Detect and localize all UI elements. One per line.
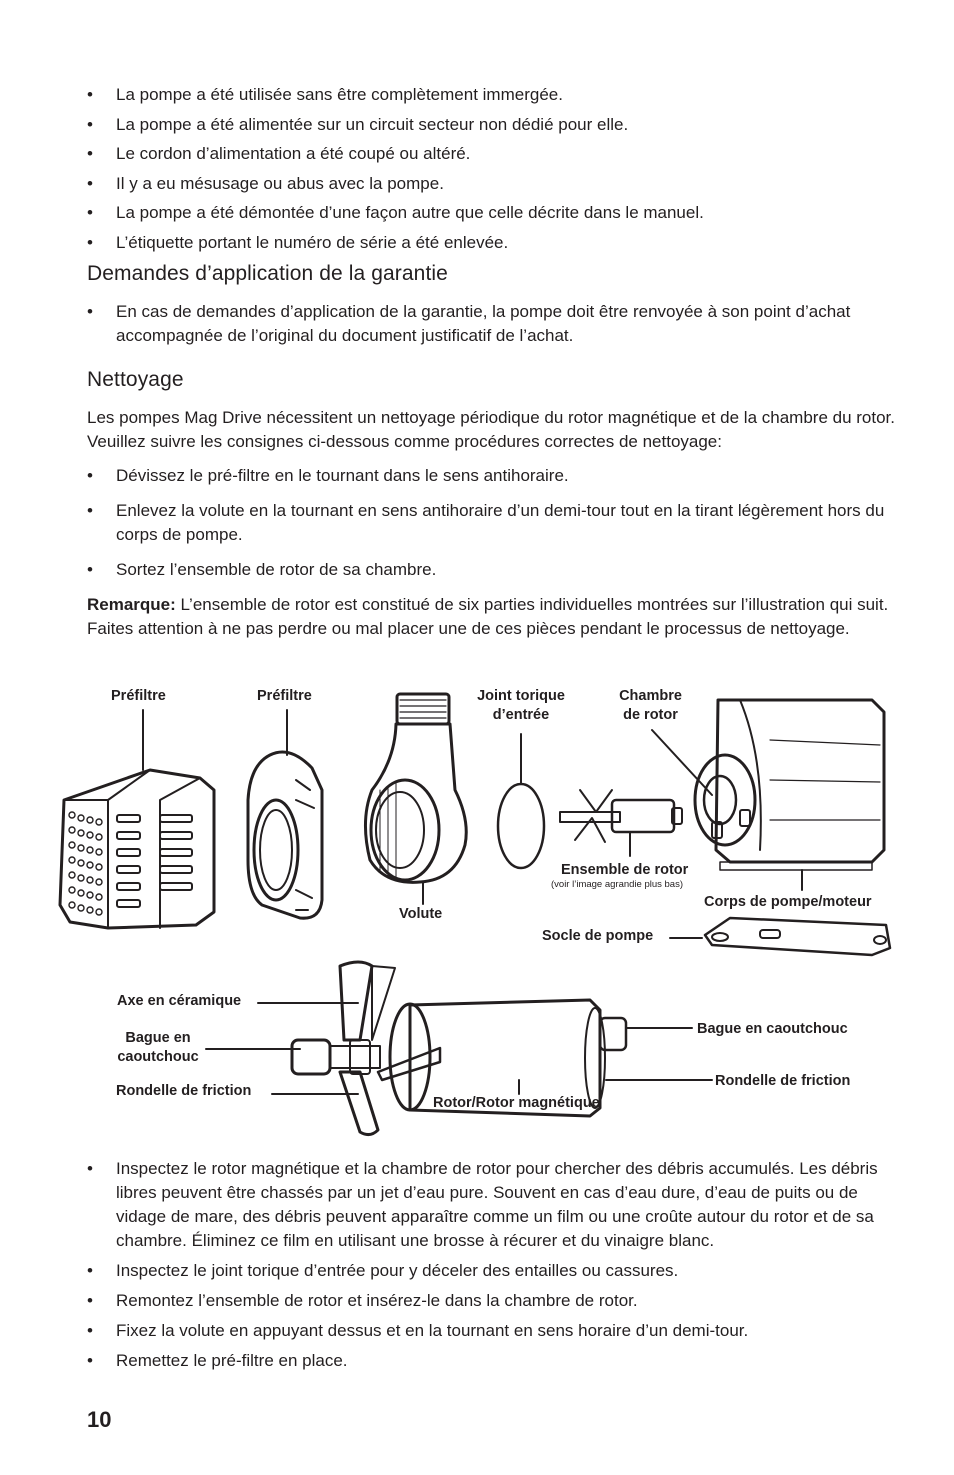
label-joint-torique <box>461 687 581 725</box>
exclusion-item: • L’étiquette portant le numéro de série a été enlevée. <box>87 231 902 255</box>
label-ensemble-note: (voir l’image agrandie plus bas) <box>551 879 684 890</box>
label-joint-line1: Joint torique <box>477 688 565 704</box>
volute-illustration <box>365 694 466 904</box>
label-axe-ceramique: Axe en céramique <box>117 993 242 1009</box>
cleaning-steps-after-list <box>87 1157 902 1373</box>
label-chambre-rotor <box>598 687 703 725</box>
step-item: • Enlevez la volute en la tournant en sens antihoraire d’un demi-tour tout en la tirant légèrement hors du corps de pompe. <box>87 499 902 547</box>
label-chambre-line1: Chambre <box>619 688 682 704</box>
label-bague-right: Bague en caoutchouc <box>697 1021 848 1037</box>
label-rotor-magnetique: Rotor/Rotor magnétique <box>433 1095 600 1111</box>
warranty-heading: Demandes d’application de la garantie <box>87 262 448 285</box>
label-bague-left <box>108 1029 208 1067</box>
label-corps-pompe: Corps de pompe/moteur <box>704 894 872 910</box>
label-rondelle-right: Rondelle de friction <box>715 1073 851 1089</box>
label-rondelle-left: Rondelle de friction <box>116 1083 252 1099</box>
label-volute: Volute <box>399 906 443 922</box>
note-label: Remarque: <box>87 595 176 614</box>
step-after-item: • Inspectez le rotor magnétique et la chambre de rotor pour chercher des débris accumulés. Les débris libres peuvent être chassés par un jet d’eau pure. Souvent en cas d’eau dure, d’eau de puits ou de vidage de mare, des débris peuvent apparaître comme un film ou une croûte autour du rotor et de sa chambre. Éliminez ce film en utilisant une brosse à récurer et du vinaigre blanc. <box>87 1157 902 1253</box>
prefilter-cage-illustration <box>60 710 214 928</box>
cleaning-heading: Nettoyage <box>87 368 184 391</box>
step-item: • Sortez l’ensemble de rotor de sa chambre. <box>87 558 902 582</box>
prefilter-ring-illustration <box>248 710 322 918</box>
o-ring-illustration <box>498 784 544 868</box>
label-prefiltre-2: Préfiltre <box>257 688 312 704</box>
step-after-item: • Fixez la volute en appuyant dessus et en la tournant en sens horaire d’un demi-tour. <box>87 1319 902 1343</box>
label-socle-pompe: Socle de pompe <box>542 928 654 944</box>
label-bague-left-line2: caoutchouc <box>117 1049 199 1065</box>
exclusion-item: • La pompe a été démontée d’une façon autre que celle décrite dans le manuel. <box>87 201 902 225</box>
warranty-item: • En cas de demandes d’application de la garantie, la pompe doit être renvoyée à son point d’achat accompagnée de l’original du document justificatif de l’achat. <box>87 300 902 348</box>
label-chambre-line2: de rotor <box>623 707 678 723</box>
cleaning-intro: Les pompes Mag Drive nécessitent un nettoyage périodique du rotor magnétique et de la chambre du rotor. Veuillez suivre les consignes ci-dessous comme procédures correctes de nettoyage: <box>87 408 895 451</box>
step-after-item: • Inspectez le joint torique d’entrée pour y déceler des entailles ou cassures. <box>87 1259 902 1283</box>
label-joint-line2: d’entrée <box>492 707 550 723</box>
exclusion-item: • La pompe a été utilisée sans être complètement immergée. <box>87 83 902 107</box>
step-item: • Dévissez le pré-filtre en le tournant dans le sens antihoraire. <box>87 464 902 488</box>
pump-base-illustration <box>670 918 890 955</box>
step-after-item: • Remettez le pré-filtre en place. <box>87 1349 902 1373</box>
label-ensemble-rotor: Ensemble de rotor <box>561 862 689 878</box>
step-after-item: • Remontez l’ensemble de rotor et insérez-le dans la chambre de rotor. <box>87 1289 902 1313</box>
exclusion-item: • Le cordon d’alimentation a été coupé ou altéré. <box>87 142 902 166</box>
page-number: 10 <box>87 1407 112 1432</box>
exclusion-item: • Il y a eu mésusage ou abus avec la pompe. <box>87 172 902 196</box>
rotor-assembly-small-illustration <box>560 790 682 856</box>
label-bague-left-line1: Bague en <box>125 1030 191 1046</box>
exclusion-item: • La pompe a été alimentée sur un circuit secteur non dédié pour elle. <box>87 113 902 137</box>
label-prefiltre-1: Préfiltre <box>111 688 166 704</box>
note-text: L’ensemble de rotor est constitué de six parties individuelles montrées sur l’illustration qui suit. Faites attention à ne pas perdre ou mal placer une de ces pièces pendant le processus de nettoyage. <box>87 595 889 638</box>
